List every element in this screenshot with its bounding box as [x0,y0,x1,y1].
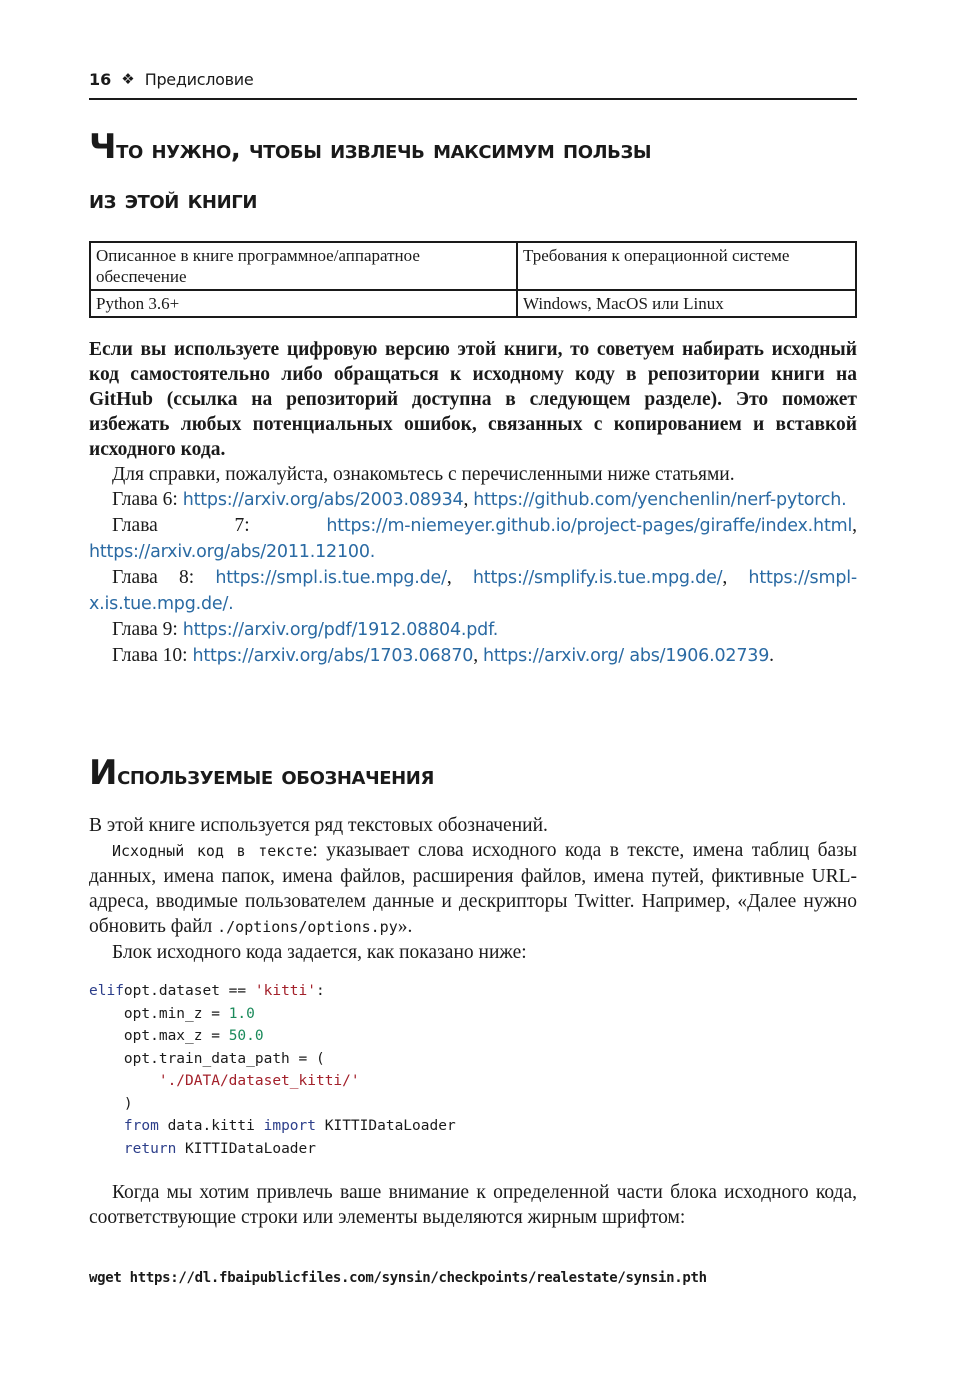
bold-intro: Когда мы хотим привлечь ваше внимание к определенной части блока исходного кода, соответствующие строки или элементы выделяются жирным шрифтом: [89,1182,857,1228]
reference-link[interactable]: https://arxiv.org/abs/1703.06870 [192,646,474,666]
conventions-intro: В этой книге используется ряд текстовых обозначений. [89,815,548,836]
reference-link[interactable]: https://smplify.is.tue.mpg.de/ [472,568,723,588]
reference-link[interactable]: https://arxiv.org/ abs/1906.02739 [483,646,770,666]
code-line: opt.train_data_path = ( [89,1050,325,1067]
inline-code-label: Исходный код в тексте [112,842,313,860]
bold-intro-section [89,1180,857,1230]
reference-ch6: Глава 6: https://arxiv.org/abs/2003.08934, https://github.com/yenchenlin/nerf-pytorch. [112,489,847,510]
code-block-intro: Блок исходного кода задается, как показано ниже: [112,942,527,963]
code-line: return KITTIDataLoader [89,1140,316,1157]
code-line: from data.kitti import KITTIDataLoader [89,1118,456,1134]
reference-ch9: Глава 9: https://arxiv.org/pdf/1912.08804.pdf. [112,619,499,640]
page-number: 16 [89,70,112,89]
table-header-cell: Требования к операционной системе [517,242,856,290]
digital-version-notice: Если вы используете цифровую версию этой книги, то советуем набирать исходный код самостоятельно либо обращаться к исходному коду в репозитории книги на GitHub (ссылка на репозиторий доступна в следующем разделе). Это поможет избежать любых потенциальных ошибок, связанных с копированием и вставкой исходного кода. [89,339,857,460]
code-line: ) [89,1095,133,1112]
table-cell: Python 3.6+ [90,290,517,317]
heading-requirements: Что нужно, чтобы извлечь максимум пользы из этой книги [89,127,652,215]
inline-code-example: ./options/options.py [217,918,398,936]
ornament-icon: ❖ [121,70,135,88]
requirements-table [89,241,857,318]
reference-link[interactable]: https://arxiv.org/abs/2003.08934 [182,490,464,510]
code-block [89,980,456,1160]
reference-link[interactable]: https://arxiv.org/pdf/1912.08804.pdf. [182,620,499,640]
body-section-1 [89,337,857,669]
inline-code-convention: Исходный код в тексте: указывает слова исходного кода в тексте, имена таблиц базы данных, имена папок, имена файлов, расширения файлов, имена путей, фиктивные URL-адреса, вводимые пользователем данные и дескрипторы Twitter. Например, «Далее нужно обновить файл ./options/options.py». [89,840,857,937]
table-header-cell: Описанное в книге программное/аппаратное обеспечение [90,242,517,290]
reference-link[interactable]: https://github.com/yenchenlin/nerf-pytorch. [473,490,847,510]
section-name: Предисловие [144,70,254,89]
bold-command: wget https://dl.fbaipublicfiles.com/synsin/checkpoints/realestate/synsin.pth [89,1270,707,1286]
reference-link[interactable]: https://m-niemeyer.github.io/project-pages/giraffe/index.html [326,516,853,536]
table-header-row [90,242,856,290]
reference-ch7: Глава 7: https://m-niemeyer.github.io/project-pages/giraffe/index.html, https://arxiv.org/abs/2011.12100. [89,515,857,562]
reference-ch8: Глава 8: https://smpl.is.tue.mpg.de/, https://smplify.is.tue.mpg.de/, https://smpl-x.is.tue.mpg.de/. [89,567,857,614]
body-section-2 [89,813,857,965]
table-row [90,290,856,317]
code-line: elifopt.dataset == 'kitti': [89,983,325,999]
code-line: opt.max_z = 50.0 [89,1028,264,1044]
references-intro: Для справки, пожалуйста, ознакомьтесь с перечисленными ниже статьями. [112,464,735,485]
reference-link[interactable]: https://smpl-x.is.tue.mpg.de/. [89,568,857,614]
code-line: './DATA/dataset_kitti/' [89,1073,360,1089]
reference-link[interactable]: https://smpl.is.tue.mpg.de/ [215,568,447,588]
running-header [89,70,857,100]
table-cell: Windows, MacOS или Linux [517,290,856,317]
reference-link[interactable]: https://arxiv.org/abs/2011.12100. [89,542,376,562]
code-line: opt.min_z = 1.0 [89,1005,255,1022]
heading-conventions: Используемые обозначения [89,753,434,793]
reference-ch10: Глава 10: https://arxiv.org/abs/1703.06870, https://arxiv.org/ abs/1906.02739. [112,645,775,666]
